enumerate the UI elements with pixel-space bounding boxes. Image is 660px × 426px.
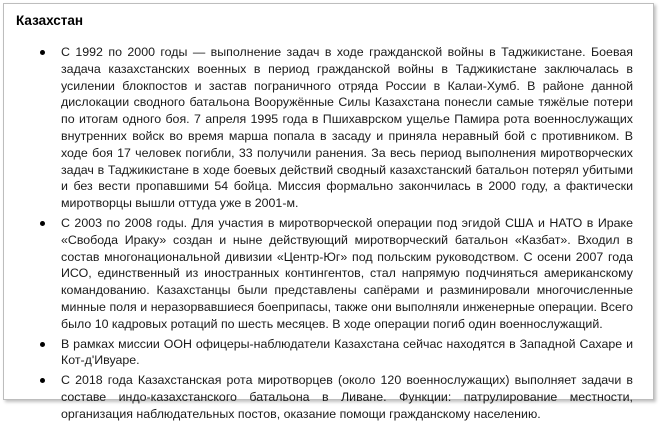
- bullet-list: [4, 44, 655, 426]
- list-item: [4, 372, 655, 422]
- bullet-icon: [40, 221, 45, 226]
- document-page: [3, 3, 654, 421]
- bullet-icon: [40, 50, 45, 55]
- list-item-text: С 2003 по 2008 годы. Для участия в миротворческой операции под эгидой США и НАТО в Ираке «Свобода Ираку» создан и ныне действующий миротворческий батальон «Казбат». Входил в состав многонациональной дивизии «Центр-Юг» под польским руководством. С осени 2007 года ИСО, единственный из иностранных контингентов, стал напрямую подчиняться американскому командованию. Казахстанцы были представлены сапёрами и разминировали многочисленные минные поля и неразорвавшиеся боеприпасы, также они выполняли инженерные операции. Всего было 10 кадровых ротаций по шесть месяцев. В ходе операции погиб один военнослужащий.: [61, 215, 633, 331]
- list-item: [4, 44, 655, 212]
- list-item-text: С 2018 года Казахстанская рота миротворцев (около 120 военнослужащих) выполняет задачи в составе индо-казахстанского батальона в Ливане. Функции: патрулирование местности, организация наблюдательных постов, оказание помощи гражданскому населению.: [61, 373, 633, 421]
- list-item: [4, 336, 655, 370]
- bullet-icon: [40, 378, 45, 383]
- list-item-text: С 1992 по 2000 годы — выполнение задач в ходе гражданской войны в Таджикистане. Боевая задача казахстанских военных в период гражданской войны в Таджикистане заключалась в усилении блокпостов и застав пограничного отряда России в Калаи-Хумб. В районе данной дислокации сводного батальона Вооружённые Силы Казахстана понесли самые тяжёлые потери по итогам одного боя. 7 апреля 1995 года в Пшихаврском ущелье Памира рота военнослужащих внутренних войск во время марша попала в засаду и приняла неравный бой с противником. В ходе боя 17 человек погибли, 33 получили ранения. За весь период выполнения миротворческих задач в Таджикистане в ходе боевых действий сводный казахстанский батальон потерял убитыми и без вести пропавшими 54 бойца. Миссия формально закончилась в 2000 году, а фактически миротворцы вышли оттуда уже в 2001-м.: [61, 45, 633, 211]
- list-item: [4, 215, 655, 333]
- bullet-icon: [40, 342, 45, 347]
- list-item-text: В рамках миссии ООН офицеры-наблюдатели Казахстана сейчас находятся в Западной Сахаре и Кот-д'Ивуаре.: [61, 336, 633, 368]
- section-heading: Казахстан: [16, 13, 84, 28]
